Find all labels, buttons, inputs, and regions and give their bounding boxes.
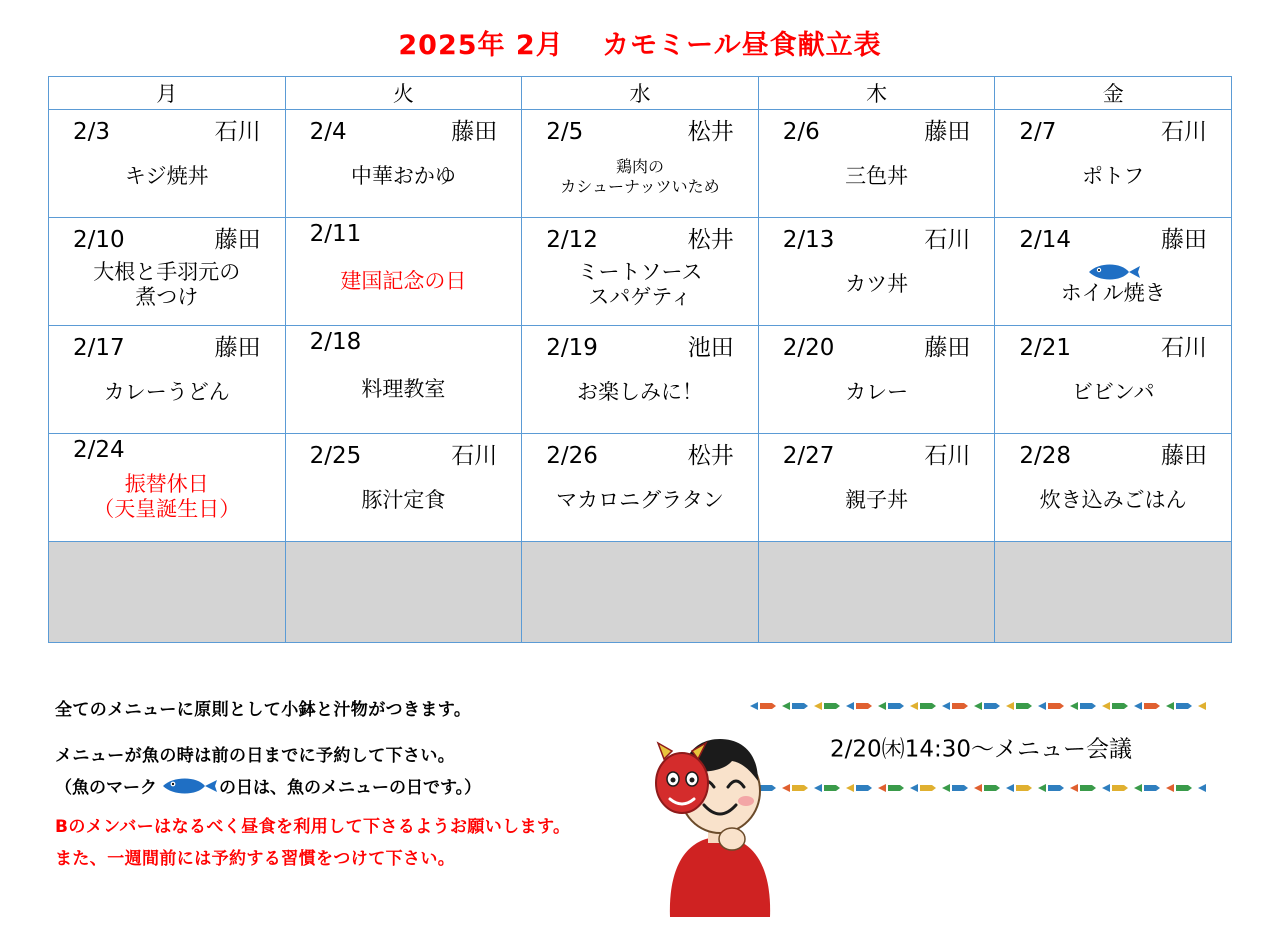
- day-staff: 石川: [451, 443, 498, 469]
- column-header-thu: 木: [758, 77, 995, 110]
- day-cell: [995, 218, 1232, 326]
- fish-border-bottom: [748, 781, 1214, 795]
- note-line-3-after: の日は、魚のメニューの日です。）: [219, 778, 482, 798]
- fish-icon: [1085, 263, 1141, 281]
- day-cell: [522, 326, 759, 434]
- table-row: [49, 110, 1232, 218]
- note-line-3-before: （魚のマーク: [55, 778, 157, 798]
- day-menu-line: カレー: [845, 380, 909, 405]
- day-cell: [522, 218, 759, 326]
- day-date: 2/13: [782, 227, 835, 253]
- day-staff: 藤田: [214, 335, 261, 361]
- day-menu-line: 建国記念の日: [340, 268, 467, 293]
- day-cell: [995, 110, 1232, 218]
- fish-icon: [157, 777, 219, 795]
- day-date: 2/11: [309, 221, 362, 247]
- day-menu-line: カシューナッツいため: [560, 176, 720, 196]
- day-cell: [758, 434, 995, 542]
- day-menu-line: 三色丼: [845, 164, 909, 189]
- day-date: 2/25: [309, 443, 362, 469]
- day-staff: 藤田: [1161, 227, 1207, 253]
- day-cell: [49, 218, 286, 326]
- day-staff: 石川: [1161, 119, 1207, 145]
- day-menu-line: カツ丼: [845, 272, 909, 297]
- day-date: 2/20: [782, 335, 835, 361]
- day-menu-line: 炊き込みごはん: [1039, 488, 1187, 513]
- table-body: [49, 110, 1232, 643]
- column-header-fri: 金: [995, 77, 1232, 110]
- day-staff: 石川: [1161, 335, 1207, 361]
- column-header-mon: 月: [49, 77, 286, 110]
- empty-cell: [995, 542, 1232, 643]
- note-line-4: Bのメンバーはなるべく昼食を利用して下さるようお願いします。: [55, 817, 571, 837]
- table-row: [49, 218, 1232, 326]
- day-cell: [285, 218, 522, 326]
- day-staff: 松井: [687, 443, 734, 469]
- day-date: 2/12: [546, 227, 598, 253]
- empty-cell: [285, 542, 522, 643]
- day-menu-line: ミートソース: [577, 259, 703, 284]
- day-menu-line: 中華おかゆ: [350, 164, 456, 189]
- day-cell: [758, 326, 995, 434]
- day-menu-line: スパゲティ: [588, 284, 692, 309]
- day-date: 2/24: [73, 437, 125, 463]
- day-menu-line: お楽しみに！: [576, 380, 703, 405]
- day-menu-line: ホイル焼き: [1060, 281, 1166, 306]
- fish-border-top: [748, 699, 1214, 713]
- day-menu-line: ビビンパ: [1071, 380, 1155, 405]
- note-line-2: メニューが魚の時は前の日までに予約して下さい。: [55, 746, 456, 766]
- day-cell: [995, 434, 1232, 542]
- meeting-banner: [748, 699, 1214, 795]
- day-staff: 池田: [687, 335, 734, 361]
- table-row: [49, 326, 1232, 434]
- table-row: [49, 434, 1232, 542]
- day-date: 2/28: [1019, 443, 1072, 469]
- day-date: 2/26: [546, 443, 598, 469]
- notes-section: [55, 695, 675, 876]
- day-menu-line: 料理教室: [361, 376, 446, 401]
- day-date: 2/18: [309, 329, 362, 355]
- menu-table: [48, 76, 1232, 643]
- note-line-3: [55, 773, 675, 798]
- day-menu-line: 大根と手羽元の: [93, 259, 241, 284]
- note-line-5: また、一週間前には予約する習慣をつけて下さい。: [55, 849, 456, 869]
- mascot-illustration: [640, 687, 800, 917]
- note-red-block: [55, 812, 675, 869]
- day-staff: 藤田: [214, 227, 261, 253]
- day-date: 2/17: [73, 335, 125, 361]
- day-date: 2/7: [1019, 119, 1057, 145]
- day-staff: 松井: [687, 227, 734, 253]
- day-cell: [285, 326, 522, 434]
- day-menu-line: カレーうどん: [103, 380, 230, 405]
- day-cell: [49, 434, 286, 542]
- day-date: 2/3: [73, 119, 111, 145]
- day-staff: 石川: [924, 227, 971, 253]
- table-header-row: [49, 77, 1232, 110]
- empty-cell: [49, 542, 286, 643]
- day-cell: [758, 110, 995, 218]
- empty-cell: [758, 542, 995, 643]
- day-cell: [995, 326, 1232, 434]
- day-cell: [758, 218, 995, 326]
- day-cell: [49, 110, 286, 218]
- day-date: 2/4: [309, 119, 347, 145]
- day-date: 2/27: [782, 443, 835, 469]
- column-header-tue: 火: [285, 77, 522, 110]
- day-staff: 藤田: [924, 119, 971, 145]
- day-menu-line: 豚汁定食: [361, 488, 446, 513]
- day-staff: 石川: [924, 443, 971, 469]
- day-date: 2/21: [1019, 335, 1072, 361]
- day-menu-line: マカロニグラタン: [556, 488, 724, 513]
- day-date: 2/10: [73, 227, 125, 253]
- note-line-1: 全てのメニューに原則として小鉢と汁物がつきます。: [55, 700, 472, 720]
- table-row-empty: [49, 542, 1232, 643]
- day-cell: [49, 326, 286, 434]
- day-menu-line: 煮つけ: [135, 284, 199, 309]
- page-title: 2025年 2月 カモミール昼食献立表: [398, 30, 882, 61]
- day-date: 2/6: [782, 119, 820, 145]
- day-menu-line: ポトフ: [1082, 164, 1145, 189]
- day-menu-line: 鶏肉の: [615, 157, 664, 177]
- day-date: 2/19: [546, 335, 598, 361]
- meeting-text: 2/20㈭14:30～メニュー会議: [830, 736, 1132, 763]
- empty-cell: [522, 542, 759, 643]
- oni-mask-icon: [656, 743, 708, 813]
- day-cell: [285, 434, 522, 542]
- day-cell: [522, 110, 759, 218]
- day-staff: 藤田: [924, 335, 971, 361]
- day-cell: [522, 434, 759, 542]
- day-menu-line: キジ焼丼: [124, 164, 209, 189]
- day-staff: 藤田: [1161, 443, 1207, 469]
- day-staff: 藤田: [451, 119, 498, 145]
- column-header-wed: 水: [522, 77, 759, 110]
- day-date: 2/14: [1019, 227, 1072, 253]
- day-staff: 松井: [687, 119, 734, 145]
- day-menu-line: 親子丼: [845, 488, 909, 513]
- day-cell: [285, 110, 522, 218]
- day-date: 2/5: [546, 119, 584, 145]
- day-staff: 石川: [214, 119, 261, 145]
- day-menu-line: （天皇誕生日）: [93, 497, 241, 521]
- day-menu-line: 振替休日: [124, 472, 209, 497]
